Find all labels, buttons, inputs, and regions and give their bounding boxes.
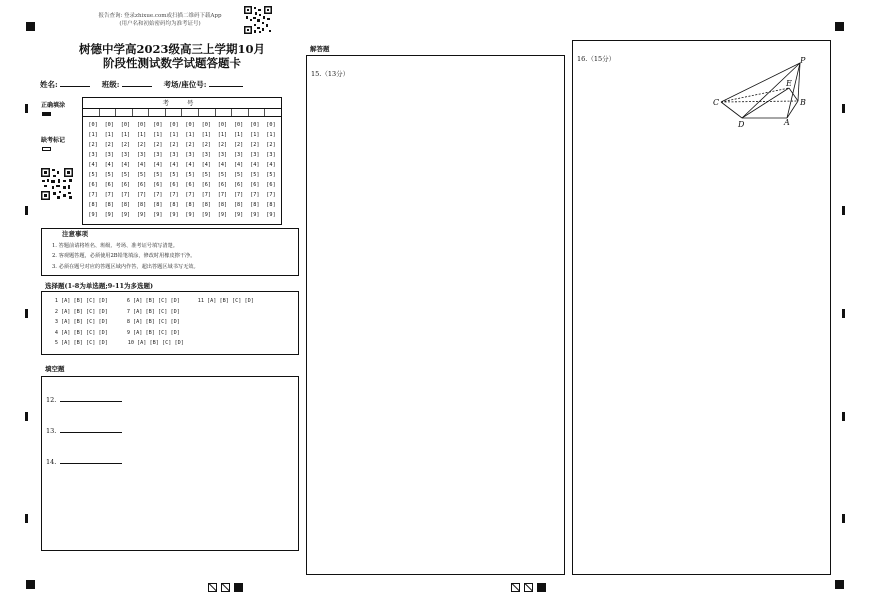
exam-number-bubbles (83, 117, 281, 221)
page-title (42, 42, 302, 70)
choice-options[interactable]: [A] [B] [C] [D] (61, 319, 108, 325)
notes-list (52, 241, 199, 272)
exam-digit-bubble[interactable]: [0] (266, 122, 276, 128)
class-label: 班级: (101, 80, 120, 89)
timing-mark (842, 514, 845, 523)
exam-digit-bubble[interactable]: [2] (136, 141, 147, 148)
fill-item-13 (46, 427, 122, 435)
exam-digit-bubble[interactable]: [5] (153, 171, 163, 178)
exam-digit-bubble[interactable]: [8] (250, 201, 260, 208)
name-field[interactable] (60, 79, 90, 87)
exam-digit-bubble[interactable]: [4] (136, 161, 147, 168)
exam-digit-bubble[interactable]: [4] (88, 161, 98, 168)
exam-digit-bubble[interactable]: [3] (153, 151, 163, 158)
choice-item-1 (52, 298, 108, 304)
exam-number-grid (82, 97, 282, 225)
choice-item-7 (124, 309, 180, 315)
exam-digit-bubble[interactable]: [2] (250, 141, 260, 148)
correct-fill-sample (42, 112, 51, 116)
exam-number-write-cell[interactable] (149, 109, 166, 116)
exam-number-write-cell[interactable] (199, 109, 216, 116)
exam-digit-bubble[interactable]: [1] (266, 131, 276, 138)
choice-number: 8 (126, 319, 130, 325)
room-seat-label: 考场/座位号: (163, 80, 207, 89)
exam-digit-bubble[interactable]: [0] (201, 122, 211, 128)
choice-options[interactable]: [A] [B] [C] [D] (133, 298, 180, 304)
exam-digit-bubble[interactable]: [0] (169, 122, 179, 128)
exam-digit-bubble[interactable]: [2] (120, 141, 131, 148)
exam-digit-bubble[interactable]: [1] (120, 131, 131, 138)
exam-digit-bubble[interactable]: [3] (136, 151, 147, 158)
exam-number-write-cell[interactable] (182, 109, 199, 116)
exam-digit-bubble[interactable]: [9] (169, 211, 179, 218)
exam-digit-bubble[interactable]: [9] (185, 211, 195, 218)
exam-digit-bubble[interactable]: [5] (233, 171, 244, 178)
note-item: 3. 必须在题号对应的答题区域内作答，超出答题区域书写无效。 (52, 263, 199, 270)
report-notice (60, 12, 260, 28)
choice-options[interactable]: [A] [B] [C] [D] (61, 298, 108, 304)
exam-digit-bubble[interactable]: [5] (104, 171, 114, 178)
exam-number-column (231, 121, 247, 221)
exam-digit-bubble[interactable]: [7] (153, 191, 163, 198)
exam-digit-bubble[interactable]: [1] (185, 131, 195, 138)
choice-number: 1 (54, 298, 58, 304)
choice-number: 9 (126, 329, 130, 336)
exam-number-write-cell[interactable] (83, 109, 100, 116)
footer-marks-left (208, 583, 243, 592)
exam-digit-bubble[interactable]: [0] (88, 122, 98, 128)
exam-digit-bubble[interactable]: [0] (153, 122, 163, 128)
exam-digit-bubble[interactable]: [0] (250, 122, 260, 128)
exam-digit-bubble[interactable]: [1] (217, 131, 228, 138)
choice-options[interactable]: [A] [B] [C] [D] (61, 308, 108, 315)
exam-number-write-cell[interactable] (100, 109, 117, 116)
exam-digit-bubble[interactable]: [5] (201, 171, 211, 178)
exam-digit-bubble[interactable]: [7] (120, 191, 131, 198)
title-line2: 阶段性测试数学试题答题卡 (103, 56, 241, 70)
exam-digit-bubble[interactable]: [2] (153, 141, 163, 148)
exam-number-write-cell[interactable] (216, 109, 233, 116)
exam-digit-bubble[interactable]: [9] (120, 211, 131, 218)
choice-item-9 (124, 330, 180, 336)
exam-digit-bubble[interactable]: [4] (233, 161, 244, 168)
exam-digit-bubble[interactable]: [6] (88, 181, 98, 188)
exam-number-column (134, 121, 150, 221)
choice-options[interactable]: [A] [B] [C] [D] (61, 340, 108, 346)
choice-item-8 (124, 319, 180, 325)
choice-item-6 (124, 298, 180, 304)
exam-digit-bubble[interactable]: [4] (185, 161, 195, 168)
choice-options[interactable]: [A] [B] [C] [D] (133, 319, 180, 325)
choice-options[interactable]: [A] [B] [C] [D] (207, 298, 254, 304)
exam-digit-bubble[interactable]: [5] (250, 171, 260, 178)
timing-mark (842, 104, 845, 113)
exam-digit-bubble[interactable]: [6] (169, 181, 179, 188)
choice-section-title: 选择题(1-8为单选题;9-11为多选题) (45, 282, 154, 290)
fill-answer-14-field[interactable] (60, 458, 122, 464)
timing-mark (835, 580, 844, 589)
exam-number-column (101, 121, 117, 221)
point-label-b: B (800, 98, 806, 107)
exam-digit-bubble[interactable]: [0] (217, 122, 228, 128)
choice-number: 6 (126, 298, 130, 304)
exam-digit-bubble[interactable]: [8] (169, 201, 179, 208)
answer-15-area[interactable] (306, 55, 565, 575)
point-label-e: E (786, 79, 792, 88)
exam-digit-bubble[interactable]: [7] (233, 191, 244, 198)
exam-number-write-cell[interactable] (116, 109, 133, 116)
fill-answer-12-field[interactable] (60, 396, 122, 402)
exam-digit-bubble[interactable]: [5] (136, 171, 147, 178)
exam-digit-bubble[interactable]: [0] (136, 122, 147, 128)
correct-fill-label: 正确填涂 (41, 102, 66, 109)
absent-mark-label: 缺考标记 (41, 137, 66, 144)
student-qr-code-icon (41, 168, 73, 200)
room-seat-field[interactable] (209, 79, 243, 87)
exam-digit-bubble[interactable]: [4] (169, 161, 179, 168)
exam-digit-bubble[interactable]: [1] (88, 131, 98, 138)
exam-digit-bubble[interactable]: [2] (266, 141, 276, 148)
name-label: 姓名: (40, 80, 58, 89)
exam-digit-bubble[interactable]: [6] (104, 181, 114, 188)
timing-mark (842, 206, 845, 215)
exam-digit-bubble[interactable]: [1] (250, 131, 260, 138)
exam-digit-bubble[interactable]: [0] (185, 122, 195, 128)
exam-digit-bubble[interactable]: [8] (136, 201, 147, 208)
exam-digit-bubble[interactable]: [2] (169, 141, 179, 148)
exam-number-column (150, 121, 166, 221)
exam-number-write-cells (83, 109, 281, 117)
exam-digit-bubble[interactable]: [6] (233, 181, 244, 188)
point-label-d: D (738, 120, 745, 129)
absent-mark-checkbox[interactable] (42, 147, 51, 151)
exam-digit-bubble[interactable]: [3] (217, 151, 228, 158)
exam-digit-bubble[interactable]: [7] (88, 191, 98, 198)
exam-digit-bubble[interactable]: [9] (233, 211, 244, 218)
exam-digit-bubble[interactable]: [1] (233, 131, 244, 138)
timing-mark (842, 309, 845, 318)
exam-number-column (85, 121, 101, 221)
exam-number-column (117, 121, 133, 221)
choice-number: 11 (197, 298, 204, 304)
choice-item-11 (194, 298, 254, 304)
exam-digit-bubble[interactable]: [3] (120, 151, 131, 158)
timing-mark (26, 580, 35, 589)
exam-digit-bubble[interactable]: [7] (201, 191, 211, 198)
exam-digit-bubble[interactable]: [2] (88, 141, 98, 148)
footer-mark (234, 583, 243, 592)
choice-number: 2 (54, 308, 58, 315)
exam-number-column (263, 121, 279, 221)
timing-mark (842, 412, 845, 421)
footer-mark (511, 583, 520, 592)
exam-digit-bubble[interactable]: [3] (185, 151, 195, 158)
student-info-row (40, 79, 310, 90)
point-label-p: P (800, 56, 806, 65)
exam-digit-bubble[interactable]: [2] (104, 141, 114, 148)
exam-number-write-cell[interactable] (232, 109, 249, 116)
exam-digit-bubble[interactable]: [4] (153, 161, 163, 168)
exam-digit-bubble[interactable]: [8] (233, 201, 244, 208)
exam-digit-bubble[interactable]: [0] (233, 122, 244, 128)
choice-options[interactable]: [A] [B] [C] [D] (133, 308, 180, 315)
exam-digit-bubble[interactable]: [6] (250, 181, 260, 188)
choice-options[interactable]: [A] [B] [C] [D] (137, 340, 184, 346)
exam-digit-bubble[interactable]: [6] (136, 181, 147, 188)
exam-number-write-cell[interactable] (249, 109, 266, 116)
exam-digit-bubble[interactable]: [5] (266, 171, 276, 178)
choice-options[interactable]: [A] [B] [C] [D] (133, 329, 180, 336)
exam-digit-bubble[interactable]: [1] (153, 131, 163, 138)
timing-mark (835, 22, 844, 31)
question-15-label: 15.（13分） (311, 70, 350, 78)
choice-item-5 (52, 340, 108, 346)
exam-digit-bubble[interactable]: [3] (266, 151, 276, 158)
exam-digit-bubble[interactable]: [8] (120, 201, 131, 208)
question-16-label: 16.（15分） (577, 55, 616, 63)
note-item: 1. 答题前请将姓名、班级、考场、准考证号填写清楚。 (52, 243, 178, 249)
exam-digit-bubble[interactable]: [6] (120, 181, 131, 188)
exam-digit-bubble[interactable]: [7] (185, 191, 195, 198)
exam-number-column (182, 121, 198, 221)
exam-digit-bubble[interactable]: [9] (217, 211, 228, 218)
exam-digit-bubble[interactable]: [5] (169, 171, 179, 178)
exam-number-write-cell[interactable] (166, 109, 183, 116)
exam-number-write-cell[interactable] (133, 109, 150, 116)
choice-number: 10 (127, 340, 134, 346)
exam-digit-bubble[interactable]: [3] (88, 151, 98, 158)
class-field[interactable] (122, 79, 152, 87)
exam-digit-bubble[interactable]: [0] (104, 122, 114, 128)
exam-digit-bubble[interactable]: [3] (250, 151, 260, 158)
exam-digit-bubble[interactable]: [9] (104, 211, 114, 218)
report-notice-line1: 报告查询: 登录zhixue.com或扫描二维码下载App (98, 13, 222, 19)
choice-item-3 (52, 319, 108, 325)
exam-digit-bubble[interactable]: [8] (217, 201, 228, 208)
exam-digit-bubble[interactable]: [5] (185, 171, 195, 178)
choice-number: 7 (126, 308, 130, 315)
exam-number-column (214, 121, 230, 221)
exam-digit-bubble[interactable]: [8] (266, 201, 276, 208)
exam-digit-bubble[interactable]: [5] (88, 171, 98, 178)
exam-digit-bubble[interactable]: [9] (250, 211, 260, 218)
exam-digit-bubble[interactable]: [7] (250, 191, 260, 198)
notes-title: 注意事项 (62, 230, 88, 238)
exam-digit-bubble[interactable]: [7] (169, 191, 179, 198)
fill-section-title: 填空题 (45, 365, 65, 373)
exam-digit-bubble[interactable]: [4] (250, 161, 260, 168)
exam-digit-bubble[interactable]: [4] (201, 161, 211, 168)
exam-digit-bubble[interactable]: [4] (217, 161, 228, 168)
fill-item-number: 12. (46, 396, 57, 404)
footer-mark (221, 583, 230, 592)
point-label-c: C (713, 98, 720, 107)
fill-item-number: 14. (46, 458, 57, 466)
exam-digit-bubble[interactable]: [2] (201, 141, 211, 148)
fill-item-14 (46, 458, 122, 466)
choice-number: 3 (54, 319, 58, 325)
timing-mark (25, 104, 28, 113)
exam-number-header: 考 号 (83, 98, 281, 109)
exam-digit-bubble[interactable]: [7] (104, 191, 114, 198)
exam-number-column (247, 121, 263, 221)
exam-digit-bubble[interactable]: [3] (104, 151, 114, 158)
exam-digit-bubble[interactable]: [2] (217, 141, 228, 148)
exam-digit-bubble[interactable]: [8] (153, 201, 163, 208)
point-label-a: A (784, 118, 790, 127)
choice-number: 4 (54, 329, 58, 336)
timing-mark (25, 514, 28, 523)
fill-item-12 (46, 396, 122, 404)
exam-digit-bubble[interactable]: [9] (153, 211, 163, 218)
exam-digit-bubble[interactable]: [1] (169, 131, 179, 138)
footer-mark (208, 583, 217, 592)
timing-mark (25, 412, 28, 421)
exam-digit-bubble[interactable]: [2] (185, 141, 195, 148)
timing-mark (25, 309, 28, 318)
exam-number-write-cell[interactable] (265, 109, 281, 116)
exam-digit-bubble[interactable]: [4] (104, 161, 114, 168)
exam-digit-bubble[interactable]: [8] (104, 201, 114, 208)
fill-item-number: 13. (46, 427, 57, 435)
exam-digit-bubble[interactable]: [0] (120, 122, 131, 128)
exam-digit-bubble[interactable]: [8] (185, 201, 195, 208)
exam-digit-bubble[interactable]: [3] (201, 151, 211, 158)
choice-options[interactable]: [A] [B] [C] [D] (61, 329, 108, 336)
exam-digit-bubble[interactable]: [6] (201, 181, 211, 188)
exam-digit-bubble[interactable]: [5] (217, 171, 228, 178)
exam-digit-bubble[interactable]: [4] (266, 161, 276, 168)
exam-digit-bubble[interactable]: [1] (136, 131, 147, 138)
choice-number: 5 (54, 340, 58, 346)
title-line1: 树德中学高2023级高三上学期10月 (78, 42, 265, 56)
exam-digit-bubble[interactable]: [2] (233, 141, 244, 148)
exam-digit-bubble[interactable]: [6] (153, 181, 163, 188)
exam-digit-bubble[interactable]: [5] (120, 171, 131, 178)
footer-mark (524, 583, 533, 592)
exam-digit-bubble[interactable]: [1] (104, 131, 114, 138)
pyramid-figure (710, 55, 815, 130)
qr-code-icon (244, 6, 272, 34)
answer-section-title: 解答题 (310, 45, 330, 53)
choice-item-10 (124, 340, 184, 346)
timing-mark (26, 22, 35, 31)
exam-digit-bubble[interactable]: [8] (201, 201, 211, 208)
exam-digit-bubble[interactable]: [1] (201, 131, 211, 138)
exam-digit-bubble[interactable]: [9] (201, 211, 211, 218)
footer-marks-right (511, 583, 546, 592)
exam-digit-bubble[interactable]: [4] (120, 161, 131, 168)
exam-digit-bubble[interactable]: [3] (233, 151, 244, 158)
note-item: 2. 客观题答题，必须使用2B铅笔填涂，修改时用橡皮擦干净。 (52, 253, 196, 260)
exam-digit-bubble[interactable]: [9] (266, 211, 276, 218)
exam-digit-bubble[interactable]: [6] (217, 181, 228, 188)
exam-digit-bubble[interactable]: [7] (217, 191, 228, 198)
fill-answer-13-field[interactable] (60, 427, 122, 433)
exam-digit-bubble[interactable]: [7] (266, 191, 276, 198)
report-notice-line2: (用户名和初始密码均为准考证号) (119, 21, 201, 27)
choice-item-4 (52, 330, 108, 336)
exam-number-column (198, 121, 214, 221)
exam-digit-bubble[interactable]: [8] (88, 201, 98, 208)
exam-number-column (166, 121, 182, 221)
timing-mark (25, 206, 28, 215)
exam-digit-bubble[interactable]: [9] (136, 211, 147, 218)
exam-digit-bubble[interactable]: [6] (185, 181, 195, 188)
exam-digit-bubble[interactable]: [6] (266, 181, 276, 188)
exam-digit-bubble[interactable]: [9] (88, 211, 98, 218)
footer-mark (537, 583, 546, 592)
choice-item-2 (52, 309, 108, 315)
exam-digit-bubble[interactable]: [7] (136, 191, 147, 198)
exam-digit-bubble[interactable]: [3] (169, 151, 179, 158)
